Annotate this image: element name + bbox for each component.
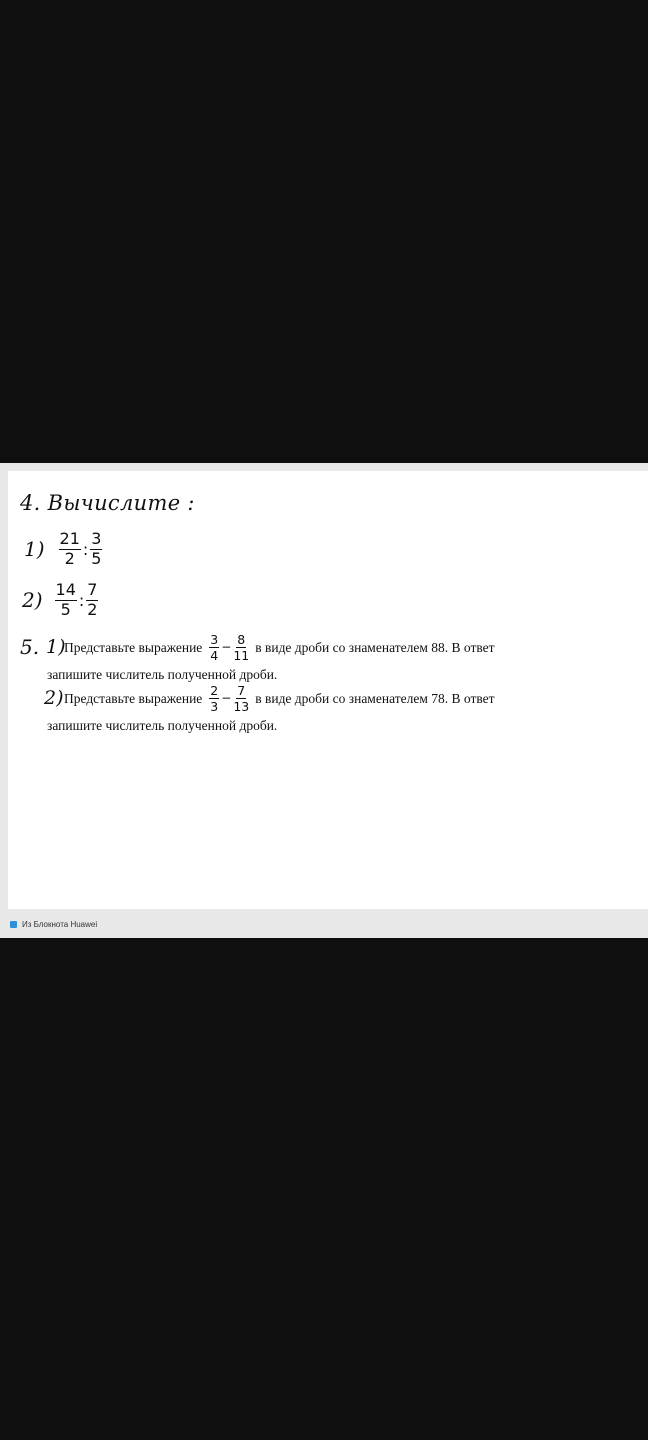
division-sign: :: [78, 590, 85, 610]
task5-item-2-label: 2): [44, 687, 64, 709]
numerator: 2: [210, 683, 219, 698]
numerator: 3: [91, 529, 102, 548]
task5-item-1-line1: [64, 633, 495, 662]
minus-sign: −: [221, 691, 232, 706]
denominator: 2: [64, 548, 75, 568]
denominator: 5: [60, 599, 71, 619]
fraction-b: [90, 531, 102, 568]
notes-app-icon: [10, 921, 17, 928]
text-before: Представьте выражение: [64, 690, 203, 706]
task4-heading: 4. Вычислите :: [20, 491, 195, 515]
denominator: 3: [210, 699, 219, 715]
fraction-b: [233, 684, 249, 713]
task5-item-1-line2: запишите числитель полученной дроби.: [47, 667, 278, 682]
note-page: [8, 471, 648, 909]
denominator: 11: [233, 648, 250, 664]
task5-label: 5.: [20, 635, 40, 659]
division-sign: :: [82, 539, 89, 559]
numerator: 21: [59, 529, 80, 548]
note-footer: [8, 910, 648, 938]
fraction-a: [209, 633, 219, 662]
task4-item-2: [22, 582, 98, 619]
denominator: 2: [87, 599, 98, 619]
note-image-frame: [0, 463, 648, 938]
numerator: 8: [237, 632, 246, 647]
numerator: 14: [55, 580, 76, 599]
fraction-b: [233, 633, 249, 662]
task5-item-2-line1: [64, 684, 495, 713]
fraction-b: [86, 582, 98, 619]
fraction-a: [59, 531, 81, 568]
denominator: 4: [210, 648, 219, 664]
minus-sign: −: [221, 640, 232, 655]
fraction-a: [55, 582, 77, 619]
footer-text: Из Блокнота Huawei: [22, 919, 98, 929]
task5-item-2-line2: запишите числитель полученной дроби.: [47, 718, 278, 733]
denominator: 13: [233, 699, 250, 715]
fraction-a: [209, 684, 219, 713]
text-after: в виде дроби со знаменателем 78. В ответ: [255, 690, 495, 706]
item-label: 1): [24, 537, 45, 562]
task4-item-1: [24, 531, 102, 568]
item-label: 2): [22, 588, 43, 613]
task5-item-1-label: 1): [46, 636, 66, 658]
numerator: 7: [237, 683, 246, 698]
denominator: 5: [91, 548, 102, 568]
text-before: Представьте выражение: [64, 639, 203, 655]
numerator: 7: [87, 580, 98, 599]
numerator: 3: [210, 632, 219, 647]
text-after: в виде дроби со знаменателем 88. В ответ: [255, 639, 495, 655]
